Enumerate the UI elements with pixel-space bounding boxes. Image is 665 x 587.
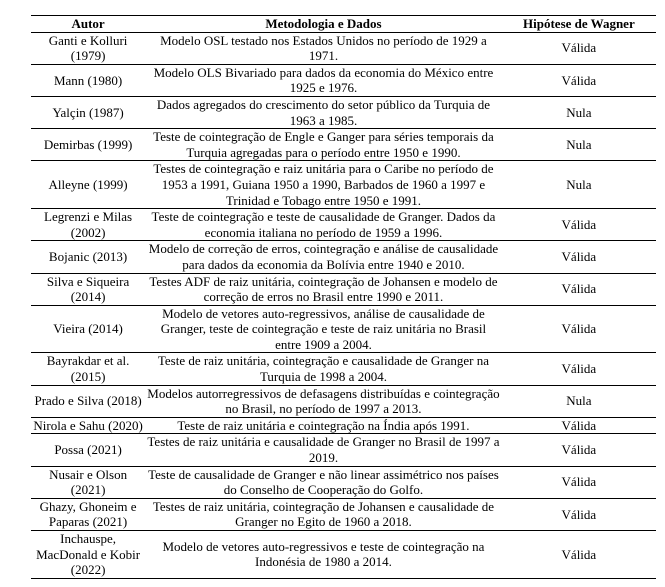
- author-cell: Nirola e Sahu (2020): [31, 417, 145, 434]
- methodology-cell: Testes de cointegração e raiz unitária para o Caribe no período de 1953 a 1991, Guiana 1950 a 1990, Barbados de 1960 a 1997 e Trinidad e Tobago entre 1950 e 1991.: [145, 161, 502, 209]
- table-row: [31, 273, 656, 305]
- hypothesis-cell: Válida: [502, 466, 656, 498]
- hypothesis-cell: Válida: [502, 353, 656, 385]
- table-row: [31, 466, 656, 498]
- table-row: [31, 209, 656, 241]
- author-cell: Inchauspe, MacDonald e Kobir (2022): [31, 531, 145, 579]
- table-row: [31, 64, 656, 96]
- author-cell: Prado e Silva (2018): [31, 385, 145, 417]
- author-cell: Nusair e Olson (2021): [31, 466, 145, 498]
- table-row: [31, 498, 656, 530]
- methodology-cell: Testes de raiz unitária, cointegração de Johansen e causalidade de Granger no Egito de 1960 a 2018.: [145, 498, 502, 530]
- hypothesis-cell: Válida: [502, 498, 656, 530]
- table-row: [31, 385, 656, 417]
- methodology-cell: Modelos autorregressivos de defasagens distribuídas e cointegração no Brasil, no período de 1997 a 2013.: [145, 385, 502, 417]
- hypothesis-cell: Válida: [502, 241, 656, 273]
- methodology-cell: Modelo de correção de erros, cointegração e análise de causalidade para dados da economia da Bolívia entre 1940 e 2010.: [145, 241, 502, 273]
- hypothesis-cell: Válida: [502, 32, 656, 64]
- methodology-cell: Modelo OSL testado nos Estados Unidos no período de 1929 a 1971.: [145, 32, 502, 64]
- table-row: [31, 129, 656, 161]
- hypothesis-cell: Nula: [502, 96, 656, 128]
- author-cell: Alleyne (1999): [31, 161, 145, 209]
- methodology-cell: Testes ADF de raiz unitária, cointegração de Johansen e modelo de correção de erros no Brasil entre 1990 e 2011.: [145, 273, 502, 305]
- hypothesis-cell: Válida: [502, 434, 656, 466]
- author-cell: Silva e Siqueira (2014): [31, 273, 145, 305]
- hypothesis-cell: Válida: [502, 305, 656, 353]
- table-row: [31, 241, 656, 273]
- table-row: [31, 531, 656, 579]
- hypothesis-cell: Válida: [502, 531, 656, 579]
- author-cell: Bayrakdar et al. (2015): [31, 353, 145, 385]
- header-metodologia: Metodologia e Dados: [145, 16, 502, 33]
- author-cell: Vieira (2014): [31, 305, 145, 353]
- author-cell: Demirbas (1999): [31, 129, 145, 161]
- methodology-cell: Modelo de vetores auto-regressivos e teste de cointegração na Indonésia de 1980 a 2014.: [145, 531, 502, 579]
- methodology-cell: Teste de raiz unitária e cointegração na Índia após 1991.: [145, 417, 502, 434]
- author-cell: Yalçin (1987): [31, 96, 145, 128]
- author-cell: Ghazy, Ghoneim e Paparas (2021): [31, 498, 145, 530]
- author-cell: Mann (1980): [31, 64, 145, 96]
- methodology-cell: Testes de raiz unitária e causalidade de Granger no Brasil de 1997 a 2019.: [145, 434, 502, 466]
- hypothesis-cell: Nula: [502, 385, 656, 417]
- header-hipotese: Hipótese de Wagner: [502, 16, 656, 33]
- methodology-cell: Teste de raiz unitária, cointegração e causalidade de Granger na Turquia de 1998 a 2004.: [145, 353, 502, 385]
- table-row: [31, 417, 656, 434]
- table-row: [31, 434, 656, 466]
- header-row: [31, 16, 656, 33]
- table-row: [31, 32, 656, 64]
- author-cell: Bojanic (2013): [31, 241, 145, 273]
- methodology-cell: Teste de cointegração de Engle e Ganger para séries temporais da Turquia agregadas para o período entre 1950 e 1990.: [145, 129, 502, 161]
- author-cell: Legrenzi e Milas (2002): [31, 209, 145, 241]
- hypothesis-cell: Nula: [502, 129, 656, 161]
- hypothesis-cell: Válida: [502, 64, 656, 96]
- methodology-cell: Dados agregados do crescimento do setor público da Turquia de 1963 a 1985.: [145, 96, 502, 128]
- author-cell: Ganti e Kolluri (1979): [31, 32, 145, 64]
- table-row: [31, 96, 656, 128]
- hypothesis-cell: Válida: [502, 209, 656, 241]
- table-row: [31, 305, 656, 353]
- hypothesis-cell: Válida: [502, 273, 656, 305]
- methodology-cell: Modelo OLS Bivariado para dados da economia do México entre 1925 e 1976.: [145, 64, 502, 96]
- methodology-cell: Teste de causalidade de Granger e não linear assimétrico nos países do Conselho de Cooperação do Golfo.: [145, 466, 502, 498]
- methodology-cell: Modelo de vetores auto-regressivos, análise de causalidade de Granger, teste de cointegração e teste de raiz unitária no Brasil entre 1909 a 2004.: [145, 305, 502, 353]
- table-row: [31, 161, 656, 209]
- author-cell: Possa (2021): [31, 434, 145, 466]
- table-row: [31, 353, 656, 385]
- header-autor: Autor: [31, 16, 145, 33]
- hypothesis-cell: Nula: [502, 161, 656, 209]
- hypothesis-cell: Válida: [502, 417, 656, 434]
- methodology-cell: Teste de cointegração e teste de causalidade de Granger. Dados da economia italiana no período de 1959 a 1996.: [145, 209, 502, 241]
- literature-table: [31, 15, 656, 579]
